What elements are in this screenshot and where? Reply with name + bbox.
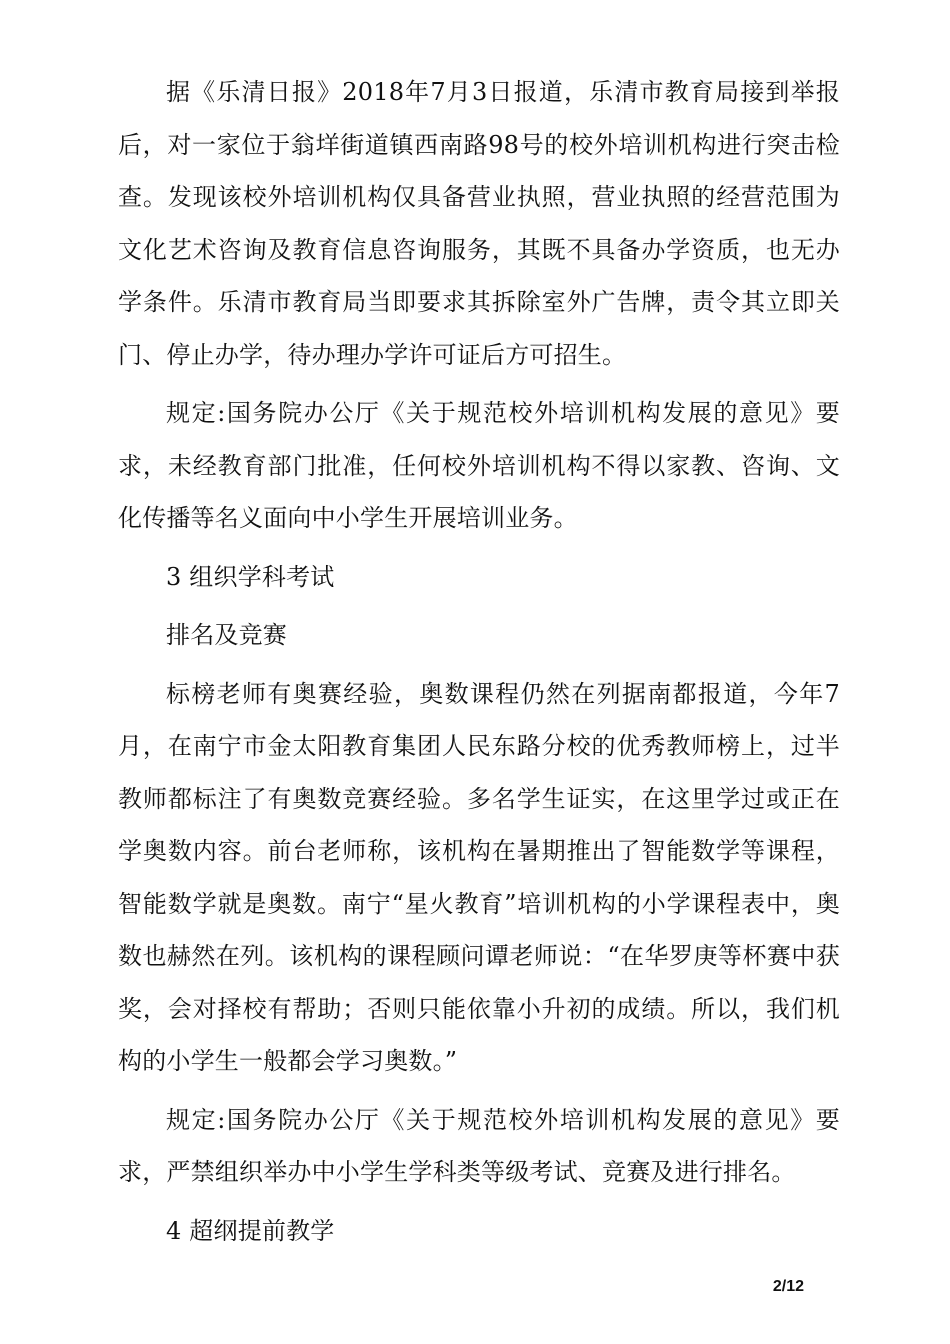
paragraph-regulation-2: 规定:国务院办公厅《关于规范校外培训机构发展的意见》要求，严禁组织举办中小学生学科类等级考试、竞赛及进行排名。 <box>118 1105 840 1186</box>
page-number: 2/12 <box>772 1278 804 1295</box>
paragraph-news-report: 据《乐清日报》2018年7月3日报道，乐清市教育局接到举报后，对一家位于翁垟街道镇西南路98号的校外培训机构进行突击检查。发现该校外培训机构仅具备营业执照，营业执照的经营范围为文化艺术咨询及教育信息咨询服务，其既不具备办学资质，也无办学条件。乐清市教育局当即要求其拆除室外广告牌，责令其立即关门、停止办学，待办理办学许可证后方可招生。 <box>118 78 840 369</box>
section-heading-3: 3 组织学科考试 <box>166 562 335 591</box>
paragraph-olympiad-report: 标榜老师有奥赛经验，奥数课程仍然在列据南都报道，今年7月，在南宁市金太阳教育集团人民东路分校的优秀教师榜上，过半教师都标注了有奥数竞赛经验。多名学生证实，在这里学过或正在学奥数内容。前台老师称，该机构在暑期推出了智能数学等课程，智能数学就是奥数。南宁“星火教育”培训机构的小学课程表中，奥数也赫然在列。该机构的课程顾问谭老师说：“在华罗庚等杯赛中获奖，会对择校有帮助；否则只能依靠小升初的成绩。所以，我们机构的小学生一般都会学习奥数。” <box>118 679 840 1075</box>
document-body <box>118 66 840 1257</box>
section-subheading: 排名及竞赛 <box>166 621 287 649</box>
paragraph-regulation-1: 规定:国务院办公厅《关于规范校外培训机构发展的意见》要求，未经教育部门批准，任何校外培训机构不得以家教、咨询、文化传播等名义面向中小学生开展培训业务。 <box>118 399 840 532</box>
section-heading-4: 4 超纲提前教学 <box>166 1216 335 1245</box>
